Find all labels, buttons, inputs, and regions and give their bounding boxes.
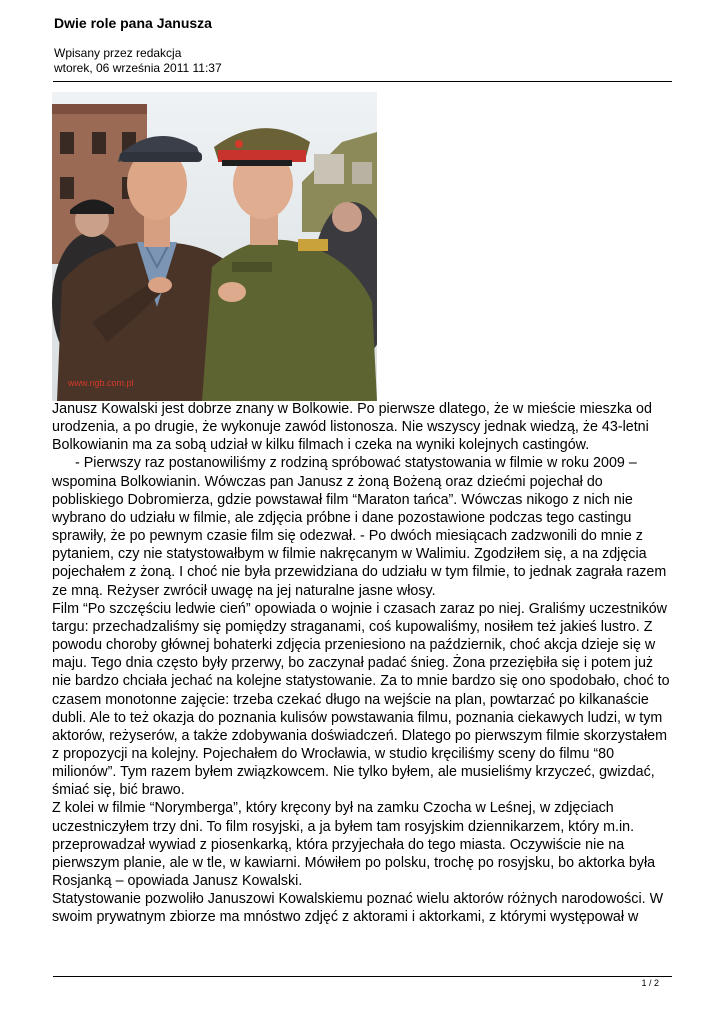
photo-watermark: www.ngb.com.pl xyxy=(68,378,134,388)
article-title: Dwie role pana Janusza xyxy=(54,15,212,31)
article-paragraph: - Pierwszy raz postanowiliśmy z rodziną spróbować statystowania w filmie w roku 2009 – wspomina Bolkowianin. Wówczas pan Janusz z żoną Bożeną oraz dziećmi pojechał do pobliskiego Dobromierza, gdzie powstawał film “Maraton tańca”. Wówczas nikogo z nich nie wybrano do udziału w filmie, ale zdjęcia próbne i dane pozostawione podczas tego castingu sprawiły, że po pewnym czasie film się odezwał. - Po dwóch miesiącach zadzwonili do mnie z pytaniem, czy nie statystowałbym w filmie nakręcanym w Walimiu. Zgodziłem się, a na zdjęcia pojechałem z żoną. I choć nie była przewidziana do udziału w tym filmie, to jednak zagrała razem ze mną. Reżyser zwrócił uwagę na jej naturalne jasne włosy. xyxy=(52,455,667,599)
article-paragraph: Statystowanie pozwoliło Januszowi Kowalskiemu poznać wielu aktorów różnych narodowości. W swoim prywatnym zbiorze ma mnóstwo zdjęć z aktorami i aktorkami, z którymi występował w xyxy=(52,891,664,926)
article-body xyxy=(52,400,674,927)
article-paragraph: Z kolei w filmie “Norymberga”, który kręcony był na zamku Czocha w Leśnej, w zdjęciach uczestniczyłem trzy dni. To film rosyjski, a ja byłem tam rosyjskim dziennikarzem, który m.in. przeprowadzał wywiad z piosenkarką, która przyjechała do tego miasta. Oczywiście nie na pierwszym planie, ale w tle, w kawiarni. Mówiłem po polsku, trochę po rosyjsku, bo aktorka była Rosjanką – opowiada Janusz Kowalski. xyxy=(52,800,656,890)
byline: Wpisany przez redakcja xyxy=(54,46,182,60)
article-meta xyxy=(54,46,222,76)
photo-illustration xyxy=(52,92,377,401)
article-paragraph: Film “Po szczęściu ledwie cień” opowiada o wojnie i czasach zaraz po niej. Graliśmy uczestników targu: przechadzaliśmy się pomiędzy straganami, coś kupowaliśmy, nosiłem też jakieś lustro. Z powodu choroby głównej bohaterki zdjęcia przeniesiono na październik, choć akcja dzieje się w maju. Tego dnia często były przerwy, bo zaczynał padać śnieg. Żona przeziębiła się i potem już nie bardzo chciała jechać na kolejne statystowanie. Za to mnie bardzo się ono spodobało, choć to czasem monotonne zajęcie: trzeba czekać długo na wejście na plan, powtarzać po kilkanaście dubli. Ale to też okazja do poznania kulisów powstawania filmu, poznania ciekawych ludzi, w tym aktorów, reżyserów, a także zdobywania doświadczeń. Dlatego po pierwszym filmie skorzystałem z propozycji na kolejny. Pojechałem do Wrocławia, w studio kręciliśmy sceny do filmu “80 milionów”. Tym razem byłem związkowcem. Nie tylko byłem, ale musieliśmy krzyczeć, gwizdać, śmiać się, bić brawo. xyxy=(52,600,670,799)
footer-divider xyxy=(53,976,672,977)
header-divider xyxy=(53,81,672,82)
article-paragraph: Janusz Kowalski jest dobrze znany w Bolkowie. Po pierwsze dlatego, że w mieście mieszka od urodzenia, a po drugie, że wykonuje zawód listonosza. Nie wszyscy jednak wiedzą, że 43-letni Bolkowianin ma za sobą udział w kilku filmach i czeka na wyniki kolejnych castingów. xyxy=(52,401,652,454)
article-photo xyxy=(52,92,377,401)
publish-date: wtorek, 06 września 2011 11:37 xyxy=(54,61,222,75)
page-number: 1 / 2 xyxy=(641,978,659,988)
